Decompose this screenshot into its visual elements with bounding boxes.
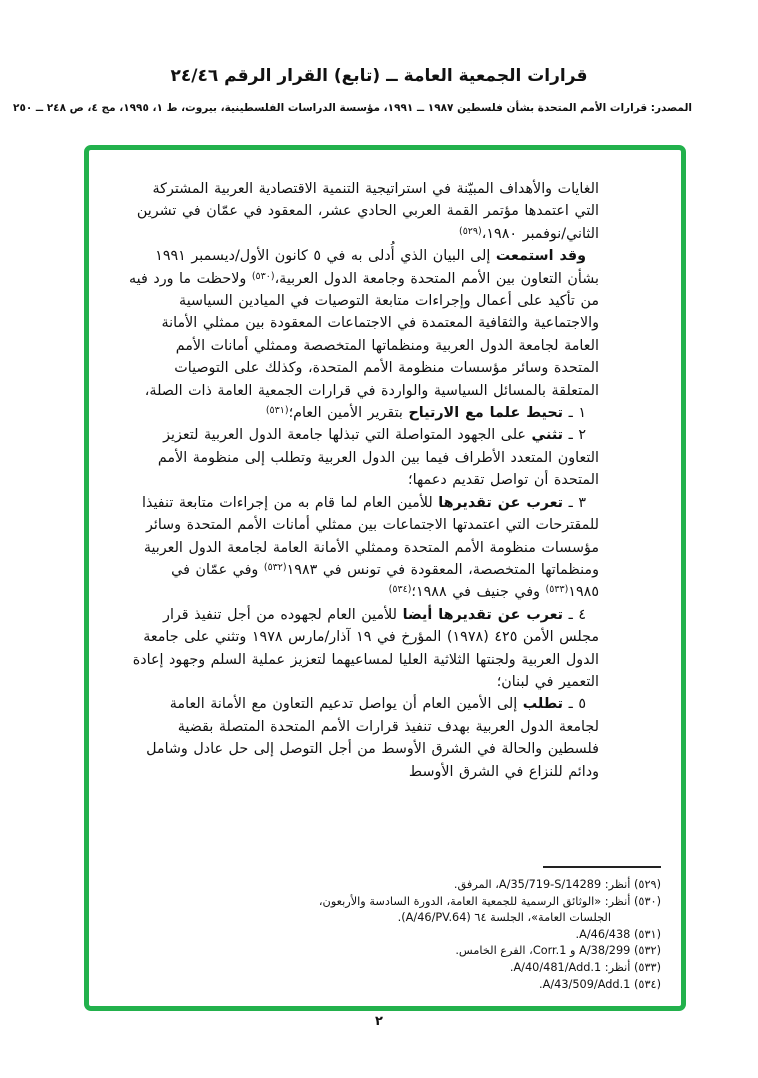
text-segment: على الجهود المتواصلة التي تبذلها جامعة الدول العربية لتعزيز التعاون المتعدد الأطراف فيما بين الدول العربية وتطلب إلى منظومة الأمم المتحدة أن تواصل تقديم دعمها؛ [157, 427, 599, 489]
text-segment: تعرب عن تقديرها أيضا [402, 606, 564, 623]
paragraph [127, 604, 599, 694]
text-segment: إلى الأمين العام أن يواصل تدعيم التعاون مع الأمانة العامة لجامعة الدول العربية بهدف تنفيذ قرارات الأمم المتحدة المتصلة بقضية فلسطين والحالة في الشرق الأوسط من أجل التوصل إلى حل عادل وشامل ودائم للنزاع في الشرق الأوسط [146, 696, 599, 780]
footnote-marker: (٥٣٤) [388, 584, 412, 596]
text-segment: ٣ ـ [563, 494, 586, 511]
text-segment: بتقرير الأمين العام؛ [288, 405, 409, 422]
text-segment: تطلب [522, 696, 564, 713]
footnote-marker: (٥٣١) [265, 405, 289, 417]
text-segment: للأمين العام لما قام به من إجراءات متابعة تنفيذا للمقترحات التي اعتمدتها الاجتماعات بين ممثلي أمانات الأمم المتحدة وسائر مؤسسات منظومة الأمم المتحدة وممثلي الأمانة العامة لجامعة الدول العربية ومنظماتها المتخصصة، المعقودة في تونس في ١٩٨٣ [141, 494, 599, 578]
footnote-line: (٥٣١) A/46/438. [575, 927, 661, 941]
paragraph [127, 245, 599, 402]
text-segment: وفي جنيف في ١٩٨٨؛ [411, 584, 546, 601]
text-segment: ٥ ـ [563, 696, 586, 713]
green-border-box [84, 145, 686, 1011]
source-line: المصدر: قرارات الأمم المتحدة بشأن فلسطين ١٩٨٧ ــ ١٩٩١، مؤسسة الدراسات الفلسطينية، بيروت، ط ١، ١٩٩٥، مج ٤، ص ٢٤٨ ــ ٢٥٠ [13, 102, 692, 114]
footnote-marker: (٥٢٩) [458, 225, 482, 237]
text-segment: تحيط علما مع الارتياح [408, 405, 564, 422]
text-segment: تثني [531, 427, 564, 444]
footnote-line: (٥٣٤) A/43/509/Add.1. [539, 977, 661, 991]
footnote-separator [543, 866, 661, 868]
text-segment: ٤ ـ [563, 606, 586, 623]
text-segment: وقد استمعت [495, 248, 586, 265]
footnote-line: (٥٢٩) أنظر: A/35/719-S/14289، المرفق. [453, 878, 661, 891]
paragraph [127, 424, 599, 491]
text-segment: تعرب عن تقديرها [438, 494, 564, 511]
footnote-line: (٥٣٣) أنظر: A/40/481/Add.1. [509, 960, 661, 974]
footnotes-list [125, 877, 661, 993]
footnote-line: الجلسات العامة»، الجلسة ٦٤ (A/46/PV.64). [397, 911, 611, 925]
text-segment: للأمين العام لجهوده من أجل تنفيذ قرار مجلس الأمن ٤٢٥ (١٩٧٨) المؤرخ في ١٩ آذار/مارس ١٩٧٨ وتثني على جامعة الدول العربية ولجنتها الثلاثية العليا لمساعيهما لتعزيز عملية السلم وجهود إعادة التعمير في لبنان؛ [132, 606, 599, 690]
page-title: قرارات الجمعية العامة ــ (تابع) القرار الرقم ٢٤/٤٦ [170, 66, 588, 86]
footnote-marker: (٥٣٠) [251, 270, 275, 282]
footnote-marker: (٥٣٣) [545, 584, 569, 596]
footnote-line: (٥٣٠) أنظر: «الوثائق الرسمية للجمعية العامة، الدورة السادسة والأربعون، [318, 894, 661, 908]
paragraph [127, 693, 599, 783]
document-body [127, 178, 599, 783]
text-segment: ٢ ـ [563, 427, 586, 444]
text-segment: ١ ـ [563, 405, 586, 422]
footnote-line: (٥٣٢) A/38/299 و Corr.1، الفرع الخامس. [455, 944, 661, 958]
text-segment: إلى البيان الذي أُدلى به في ٥ كانون الأول/ديسمبر ١٩٩١ بشأن التعاون بين الأمم المتحدة وجامعة الدول العربية، [155, 248, 599, 287]
paragraph [127, 402, 599, 424]
footnote-marker: (٥٣٢) [263, 561, 287, 573]
paragraph [127, 178, 599, 245]
text-segment: ولاحظت ما ورد فيه من تأكيد على أعمال وإجراءات متابعة التوصيات في الميادين السياسية والاجتماعية والثقافية المعتمدة في الاجتماعات المعقودة بين ممثلي الأمانة العامة لجامعة الدول العربية ومنظماتها المتخصصة وممثلي أمانات الأمم المتحدة وسائر مؤسسات منظومة الأمم المتحدة، وكذلك على التوصيات المتعلقة بالمسائل السياسية والواردة في قرارات الجمعية العامة ذات الصلة، [128, 270, 599, 399]
paragraph [127, 492, 599, 604]
page-number: ٢ [375, 1014, 383, 1029]
text-segment: الغايات والأهداف المبيّنة في استراتيجية التنمية الاقتصادية العربية المشتركة التي اعتمدها مؤتمر القمة العربي الحادي عشر، المعقود في عمّان في تشرين الثاني/نوفمبر ١٩٨٠، [136, 181, 599, 242]
text-segment: وفي عمّان في ١٩٨٥ [171, 561, 599, 601]
